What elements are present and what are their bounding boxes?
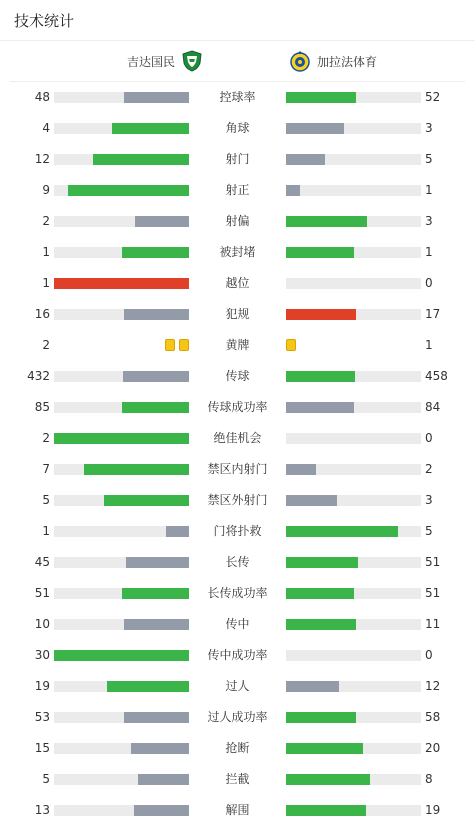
home-stat-value: 51 xyxy=(34,586,50,600)
home-stat-bar-fill xyxy=(124,92,189,103)
away-stat-bar-fill xyxy=(286,402,354,413)
stat-label: 黄牌 xyxy=(225,338,250,352)
away-stat-value: 458 xyxy=(425,369,448,383)
stat-row xyxy=(0,516,475,547)
away-stat-value: 8 xyxy=(425,772,433,786)
home-stat-bar xyxy=(54,743,189,754)
away-stat-bar-fill xyxy=(286,743,363,754)
stat-row xyxy=(0,764,475,795)
stat-label: 禁区内射门 xyxy=(207,462,268,476)
away-stat-bar-fill xyxy=(286,805,366,816)
home-stat-value: 15 xyxy=(34,741,50,755)
home-stat-bar-fill xyxy=(84,464,189,475)
home-stat-bar-fill xyxy=(93,154,189,165)
home-stat-bar xyxy=(54,247,189,258)
away-stat-bar-fill xyxy=(286,774,370,785)
away-stat-value: 58 xyxy=(425,710,441,724)
stat-label: 过人 xyxy=(225,679,250,693)
stat-label: 禁区外射门 xyxy=(207,493,268,507)
away-stat-bar-fill xyxy=(286,216,367,227)
stat-label: 解围 xyxy=(225,803,250,817)
away-stat-bar xyxy=(286,123,421,134)
home-stat-value: 7 xyxy=(42,462,50,476)
home-stat-bar xyxy=(54,805,189,816)
home-stat-bar-fill xyxy=(54,433,189,444)
home-stat-bar xyxy=(54,216,189,227)
away-stat-bar xyxy=(286,185,421,196)
away-stat-value: 3 xyxy=(425,214,433,228)
home-team[interactable] xyxy=(10,50,247,72)
away-stat-value: 11 xyxy=(425,617,441,631)
away-stat-bar-fill xyxy=(286,557,358,568)
yellow-card-icon xyxy=(165,339,175,351)
away-team[interactable] xyxy=(247,50,465,72)
stat-row xyxy=(0,361,475,392)
stat-label: 射正 xyxy=(225,183,250,197)
away-stat-bar-fill xyxy=(286,185,300,196)
stat-row xyxy=(0,237,475,268)
stat-row xyxy=(0,485,475,516)
away-stat-bar-fill xyxy=(286,371,355,382)
home-stat-bar-fill xyxy=(124,309,189,320)
stat-row xyxy=(0,144,475,175)
stat-label: 长传 xyxy=(225,555,250,569)
home-stat-value: 1 xyxy=(42,276,50,290)
home-stat-bar-fill xyxy=(104,495,189,506)
home-stat-bar-fill xyxy=(122,247,190,258)
home-stat-bar-fill xyxy=(124,712,189,723)
stat-label: 射偏 xyxy=(225,214,250,228)
home-stat-bar-fill xyxy=(138,774,189,785)
home-stat-value: 4 xyxy=(42,121,50,135)
away-stat-value: 1 xyxy=(425,245,433,259)
away-stat-bar xyxy=(286,619,421,630)
home-stat-bar xyxy=(54,619,189,630)
home-stat-bar xyxy=(54,526,189,537)
stat-label: 传球 xyxy=(225,369,250,383)
away-stat-value: 19 xyxy=(425,803,441,817)
away-stat-bar-fill xyxy=(286,309,356,320)
away-stat-bar xyxy=(286,743,421,754)
stats-list xyxy=(0,82,475,826)
stat-label: 拦截 xyxy=(225,772,250,786)
home-stat-value: 19 xyxy=(34,679,50,693)
home-stat-bar xyxy=(54,588,189,599)
stat-row xyxy=(0,671,475,702)
yellow-blue-crest-icon xyxy=(289,50,311,72)
home-stat-value: 53 xyxy=(34,710,50,724)
home-stat-value: 48 xyxy=(34,90,50,104)
home-stat-bar-fill xyxy=(124,619,189,630)
home-stat-value: 16 xyxy=(34,307,50,321)
stat-row xyxy=(0,268,475,299)
away-stat-bar xyxy=(286,309,421,320)
home-stat-bar xyxy=(54,402,189,413)
stat-row xyxy=(0,454,475,485)
home-stat-bar-fill xyxy=(123,371,189,382)
away-stat-value: 5 xyxy=(425,524,433,538)
home-stat-bar-fill xyxy=(126,557,189,568)
home-stat-value: 30 xyxy=(34,648,50,662)
away-stat-bar-fill xyxy=(286,464,316,475)
away-team-name: 加拉法体育 xyxy=(317,54,378,69)
home-cards xyxy=(165,339,189,352)
stat-row xyxy=(0,733,475,764)
home-stat-bar xyxy=(54,464,189,475)
home-stat-bar xyxy=(54,495,189,506)
home-stat-bar xyxy=(54,774,189,785)
page-title: 技术统计 xyxy=(0,0,475,41)
stat-row xyxy=(0,578,475,609)
away-stat-value: 0 xyxy=(425,648,433,662)
home-stat-bar-fill xyxy=(166,526,189,537)
home-stat-bar xyxy=(54,681,189,692)
away-stat-bar-fill xyxy=(286,619,356,630)
stat-label: 门将扑救 xyxy=(213,524,262,538)
away-stat-value: 52 xyxy=(425,90,441,104)
away-stat-bar xyxy=(286,557,421,568)
away-stat-bar-fill xyxy=(286,681,339,692)
stat-label: 过人成功率 xyxy=(207,710,268,724)
home-stat-value: 45 xyxy=(34,555,50,569)
stat-label: 越位 xyxy=(225,276,250,290)
stat-row xyxy=(0,609,475,640)
home-stat-bar xyxy=(54,712,189,723)
stat-row xyxy=(0,206,475,237)
stat-label: 传球成功率 xyxy=(207,400,268,414)
green-shield-crest-icon xyxy=(181,50,203,72)
away-stat-bar xyxy=(286,681,421,692)
away-stat-bar xyxy=(286,216,421,227)
stat-row xyxy=(0,795,475,826)
home-stat-value: 1 xyxy=(42,524,50,538)
home-stat-bar-fill xyxy=(134,805,189,816)
away-stat-bar xyxy=(286,774,421,785)
home-stat-value: 2 xyxy=(42,431,50,445)
home-stat-bar-fill xyxy=(122,402,190,413)
home-stat-value: 2 xyxy=(42,338,50,352)
away-stat-bar xyxy=(286,433,421,444)
home-team-name: 吉达国民 xyxy=(126,54,175,69)
home-stat-bar xyxy=(54,123,189,134)
home-stat-bar xyxy=(54,650,189,661)
away-stat-bar xyxy=(286,464,421,475)
away-stat-value: 0 xyxy=(425,276,433,290)
away-stat-bar xyxy=(286,247,421,258)
away-stat-value: 5 xyxy=(425,152,433,166)
home-stat-value: 5 xyxy=(42,772,50,786)
away-stat-value: 1 xyxy=(425,183,433,197)
away-stat-bar-fill xyxy=(286,92,356,103)
stat-row xyxy=(0,547,475,578)
stat-row xyxy=(0,299,475,330)
stat-label: 控球率 xyxy=(219,90,256,104)
stat-label: 长传成功率 xyxy=(207,586,268,600)
yellow-card-icon xyxy=(286,339,296,351)
away-stat-bar-fill xyxy=(286,123,344,134)
home-stat-bar xyxy=(54,154,189,165)
home-stat-bar xyxy=(54,185,189,196)
away-stat-bar-fill xyxy=(286,247,354,258)
stat-label: 犯规 xyxy=(225,307,250,321)
away-stat-value: 2 xyxy=(425,462,433,476)
away-stat-bar xyxy=(286,154,421,165)
home-stat-bar-fill xyxy=(54,650,189,661)
away-stat-value: 20 xyxy=(425,741,441,755)
stat-label: 传中 xyxy=(225,617,250,631)
home-stat-value: 85 xyxy=(34,400,50,414)
away-stat-bar-fill xyxy=(286,588,354,599)
home-stat-value: 2 xyxy=(42,214,50,228)
away-stat-value: 17 xyxy=(425,307,441,321)
home-stat-bar-fill xyxy=(112,123,189,134)
home-stat-value: 13 xyxy=(34,803,50,817)
away-stat-bar xyxy=(286,805,421,816)
home-stat-value: 1 xyxy=(42,245,50,259)
home-stat-bar xyxy=(54,371,189,382)
stat-label: 抢断 xyxy=(225,741,250,755)
away-stat-bar xyxy=(286,650,421,661)
home-stat-bar-fill xyxy=(131,743,189,754)
away-stat-bar xyxy=(286,402,421,413)
away-stat-bar xyxy=(286,712,421,723)
away-stat-value: 1 xyxy=(425,338,433,352)
home-stat-bar-fill xyxy=(54,278,189,289)
away-stat-bar xyxy=(286,92,421,103)
away-stat-value: 0 xyxy=(425,431,433,445)
stat-row xyxy=(0,113,475,144)
away-stat-bar xyxy=(286,495,421,506)
home-stat-value: 9 xyxy=(42,183,50,197)
stat-row xyxy=(0,702,475,733)
home-stat-bar-fill xyxy=(122,588,190,599)
stat-row xyxy=(0,423,475,454)
stat-row xyxy=(0,330,475,361)
stat-row xyxy=(0,175,475,206)
home-stat-value: 5 xyxy=(42,493,50,507)
stat-row xyxy=(0,82,475,113)
away-stat-value: 3 xyxy=(425,121,433,135)
stat-label: 被封堵 xyxy=(219,245,256,259)
away-stat-value: 3 xyxy=(425,493,433,507)
home-stat-bar-fill xyxy=(135,216,189,227)
stat-row xyxy=(0,392,475,423)
home-stat-bar xyxy=(54,433,189,444)
stat-label: 射门 xyxy=(225,152,250,166)
team-header xyxy=(10,41,465,82)
away-stat-bar xyxy=(286,588,421,599)
stat-label: 传中成功率 xyxy=(207,648,268,662)
away-stat-bar-fill xyxy=(286,154,325,165)
away-stat-value: 84 xyxy=(425,400,441,414)
away-stat-bar xyxy=(286,278,421,289)
away-stat-bar xyxy=(286,526,421,537)
away-stat-bar-fill xyxy=(286,712,356,723)
home-stat-value: 12 xyxy=(34,152,50,166)
stat-row xyxy=(0,640,475,671)
away-stat-bar-fill xyxy=(286,495,337,506)
away-stat-bar xyxy=(286,371,421,382)
home-stat-bar-fill xyxy=(68,185,190,196)
home-stat-bar-fill xyxy=(107,681,189,692)
away-cards xyxy=(286,339,296,352)
stat-label: 绝佳机会 xyxy=(213,431,262,445)
home-stat-value: 432 xyxy=(27,369,50,383)
home-stat-bar xyxy=(54,92,189,103)
home-stat-bar xyxy=(54,278,189,289)
home-stat-value: 10 xyxy=(34,617,50,631)
yellow-card-icon xyxy=(179,339,189,351)
away-stat-value: 12 xyxy=(425,679,441,693)
stat-label: 角球 xyxy=(225,121,250,135)
away-stat-bar-fill xyxy=(286,526,398,537)
away-stat-value: 51 xyxy=(425,555,441,569)
home-stat-bar xyxy=(54,309,189,320)
away-stat-value: 51 xyxy=(425,586,441,600)
home-stat-bar xyxy=(54,557,189,568)
